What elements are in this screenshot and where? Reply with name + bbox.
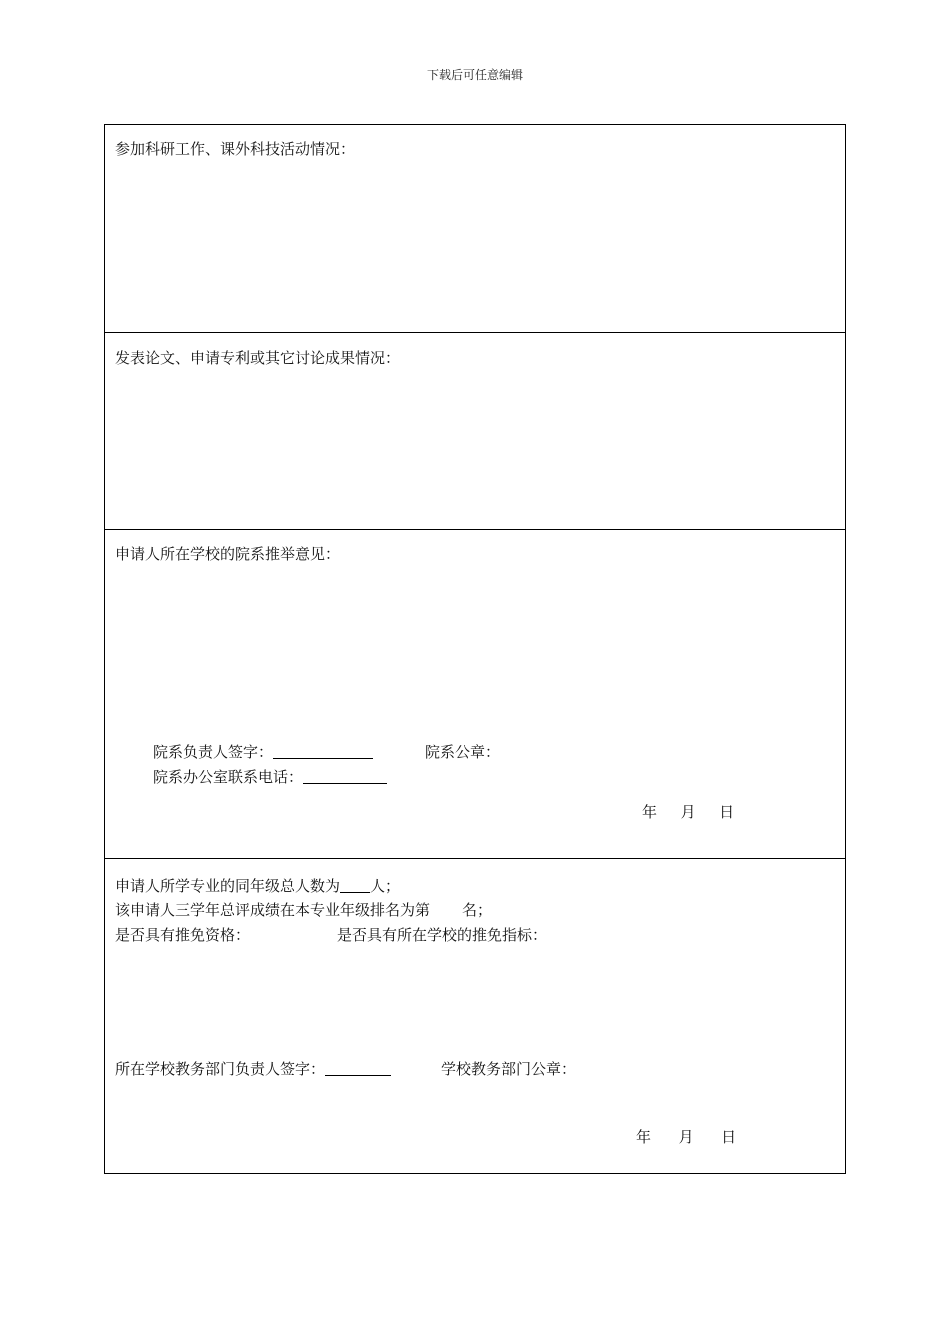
department-signature-blank[interactable] [273, 744, 373, 759]
research-section [105, 125, 845, 333]
department-phone-label: 院系办公室联系电话： [153, 768, 304, 786]
school-section [105, 859, 845, 1175]
department-signature-label: 院系负责人签字： [153, 743, 274, 761]
school-total-label: 申请人所学专业的同年级总人数为 [115, 877, 341, 895]
application-form [104, 124, 846, 1174]
department-signature-line [153, 742, 373, 762]
date-year: 年 [636, 1128, 652, 1146]
page-header-note: 下载后可任意编辑 [426, 68, 523, 82]
department-phone-blank[interactable] [303, 769, 387, 784]
school-date [636, 1127, 736, 1147]
department-seal-label: 院系公章： [425, 743, 501, 761]
date-year: 年 [642, 803, 658, 821]
research-label: 参加科研工作、课外科技活动情况： [115, 140, 356, 158]
department-phone-line [153, 767, 387, 787]
school-signature-line [115, 1059, 391, 1079]
department-section [105, 530, 845, 859]
date-month: 月 [678, 1128, 694, 1146]
date-day: 日 [721, 1128, 737, 1146]
department-label: 申请人所在学校的院系推举意见： [115, 545, 341, 563]
school-eligibility-label: 是否具有推免资格： [115, 926, 251, 944]
date-day: 日 [719, 803, 735, 821]
school-rank-line [115, 900, 492, 920]
school-rank-label: 该申请人三学年总评成绩在本专业年级排名为第 [115, 901, 431, 919]
school-rank-unit: 名； [462, 901, 493, 919]
department-date [642, 802, 734, 822]
papers-label: 发表论文、申请专利或其它讨论成果情况： [115, 349, 401, 367]
school-total-unit: 人； [370, 877, 401, 895]
school-quota-label: 是否具有所在学校的推免指标： [337, 926, 548, 944]
school-seal-label: 学校教务部门公章： [441, 1060, 577, 1078]
school-signature-blank[interactable] [325, 1061, 391, 1076]
papers-section [105, 333, 845, 530]
date-month: 月 [680, 803, 696, 821]
school-total-line [115, 876, 400, 896]
school-total-blank[interactable] [340, 878, 370, 893]
school-signature-label: 所在学校教务部门负责人签字： [115, 1060, 326, 1078]
